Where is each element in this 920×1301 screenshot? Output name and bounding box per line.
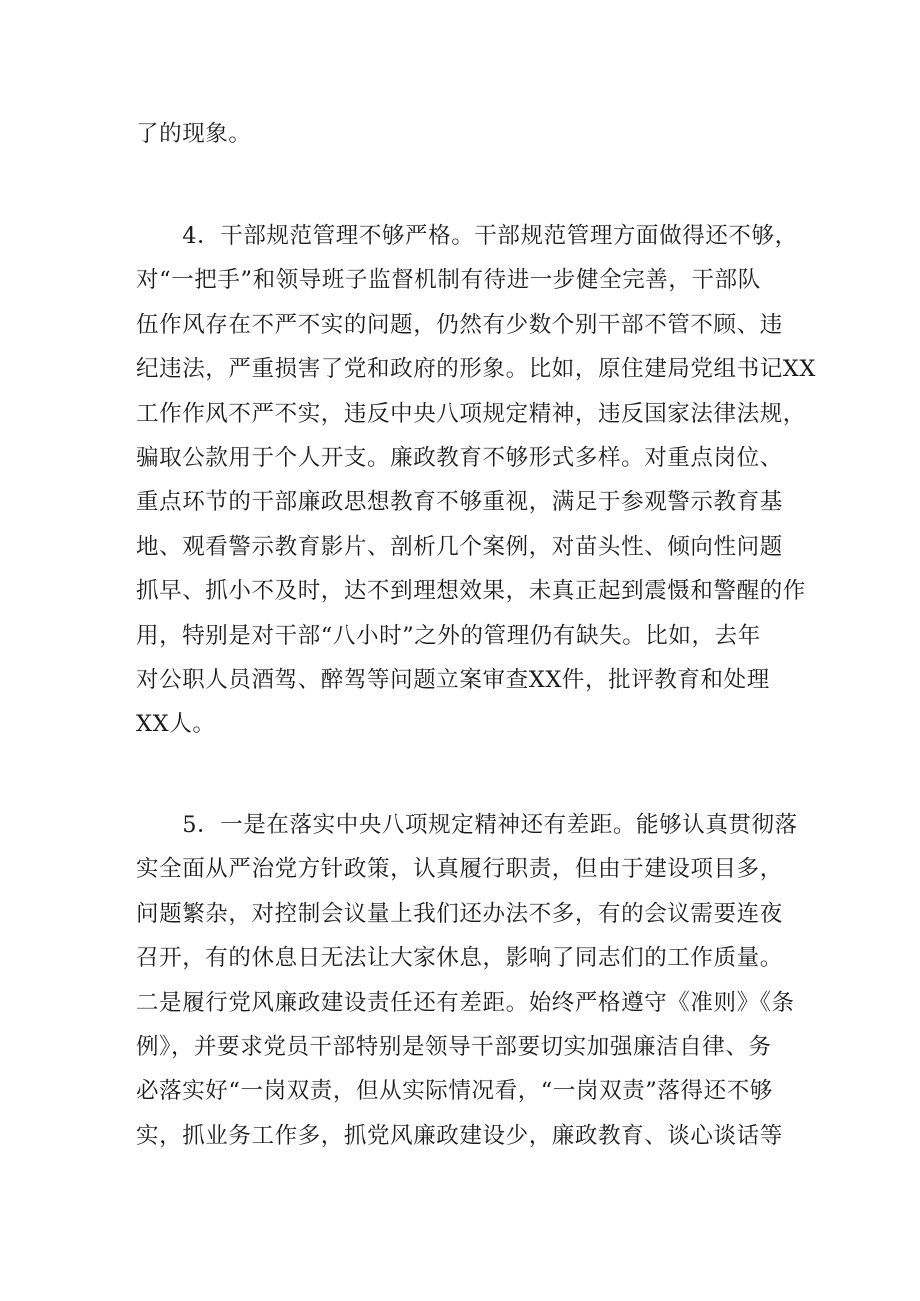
text-line: 了的现象。 bbox=[136, 121, 252, 147]
text-line: 对公职人员酒驾、醉驾等问题立案审查XX件，批评教育和处理 bbox=[136, 666, 770, 693]
text-line: 召开，有的休息日无法让大家休息，影响了同志们的工作质量。 bbox=[136, 945, 783, 972]
text-line: 抓早、抓小不及时，达不到理想效果，未真正起到震慑和警醒的作 bbox=[136, 578, 806, 605]
text-line: 骗取公款用于个人开支。廉政教育不够形式多样。对重点岗位、 bbox=[136, 444, 783, 471]
paragraph-item-5 bbox=[136, 803, 796, 1158]
paragraph-item-4 bbox=[136, 214, 817, 747]
text-line: 纪违法，严重损害了党和政府的形象。比如，原住建局党组书记XX bbox=[136, 356, 817, 383]
text-line: 伍作风存在不严不实的问题，仍然有少数个别干部不管不顾、违 bbox=[136, 311, 783, 338]
text-line: 5．一是在落实中央八项规定精神还有差距。能够认真贯彻落 bbox=[136, 812, 798, 838]
text-line: XX人。 bbox=[136, 711, 216, 738]
text-line: 问题繁杂，对控制会议量上我们还办法不多，有的会议需要连夜 bbox=[136, 900, 783, 927]
text-line: 4．干部规范管理不够严格。干部规范管理方面做得还不够， bbox=[136, 223, 798, 249]
text-line: 对“一把手”和领导班子监督机制有待进一步健全完善，干部队 bbox=[136, 267, 761, 294]
text-line: 工作作风不严不实，违反中央八项规定精神，违反国家法律法规， bbox=[136, 400, 806, 427]
text-line: 例》，并要求党员干部特别是领导干部要切实加强廉洁自律、务 bbox=[136, 1033, 772, 1060]
text-line: 必落实好“一岗双责，但从实际情况看，“一岗双责”落得还不够 bbox=[136, 1078, 773, 1105]
text-line: 实，抓业务工作多，抓党风廉政建设少，廉政教育、谈心谈话等 bbox=[136, 1122, 783, 1149]
text-line: 地、观看警示教育影片、剖析几个案例，对苗头性、倾向性问题 bbox=[136, 533, 783, 560]
text-line: 重点环节的干部廉政思想教育不够重视，满足于参观警示教育基 bbox=[136, 489, 783, 516]
text-line: 二是履行党风廉政建设责任还有差距。始终严格遵守《准则》《条 bbox=[136, 989, 795, 1016]
text-line: 实全面从严治党方针政策，认真履行职责，但由于建设项目多， bbox=[136, 856, 783, 883]
paragraph-continuation bbox=[136, 112, 796, 156]
text-line: 用，特别是对干部“八小时”之外的管理仍有缺失。比如，去年 bbox=[136, 622, 761, 649]
